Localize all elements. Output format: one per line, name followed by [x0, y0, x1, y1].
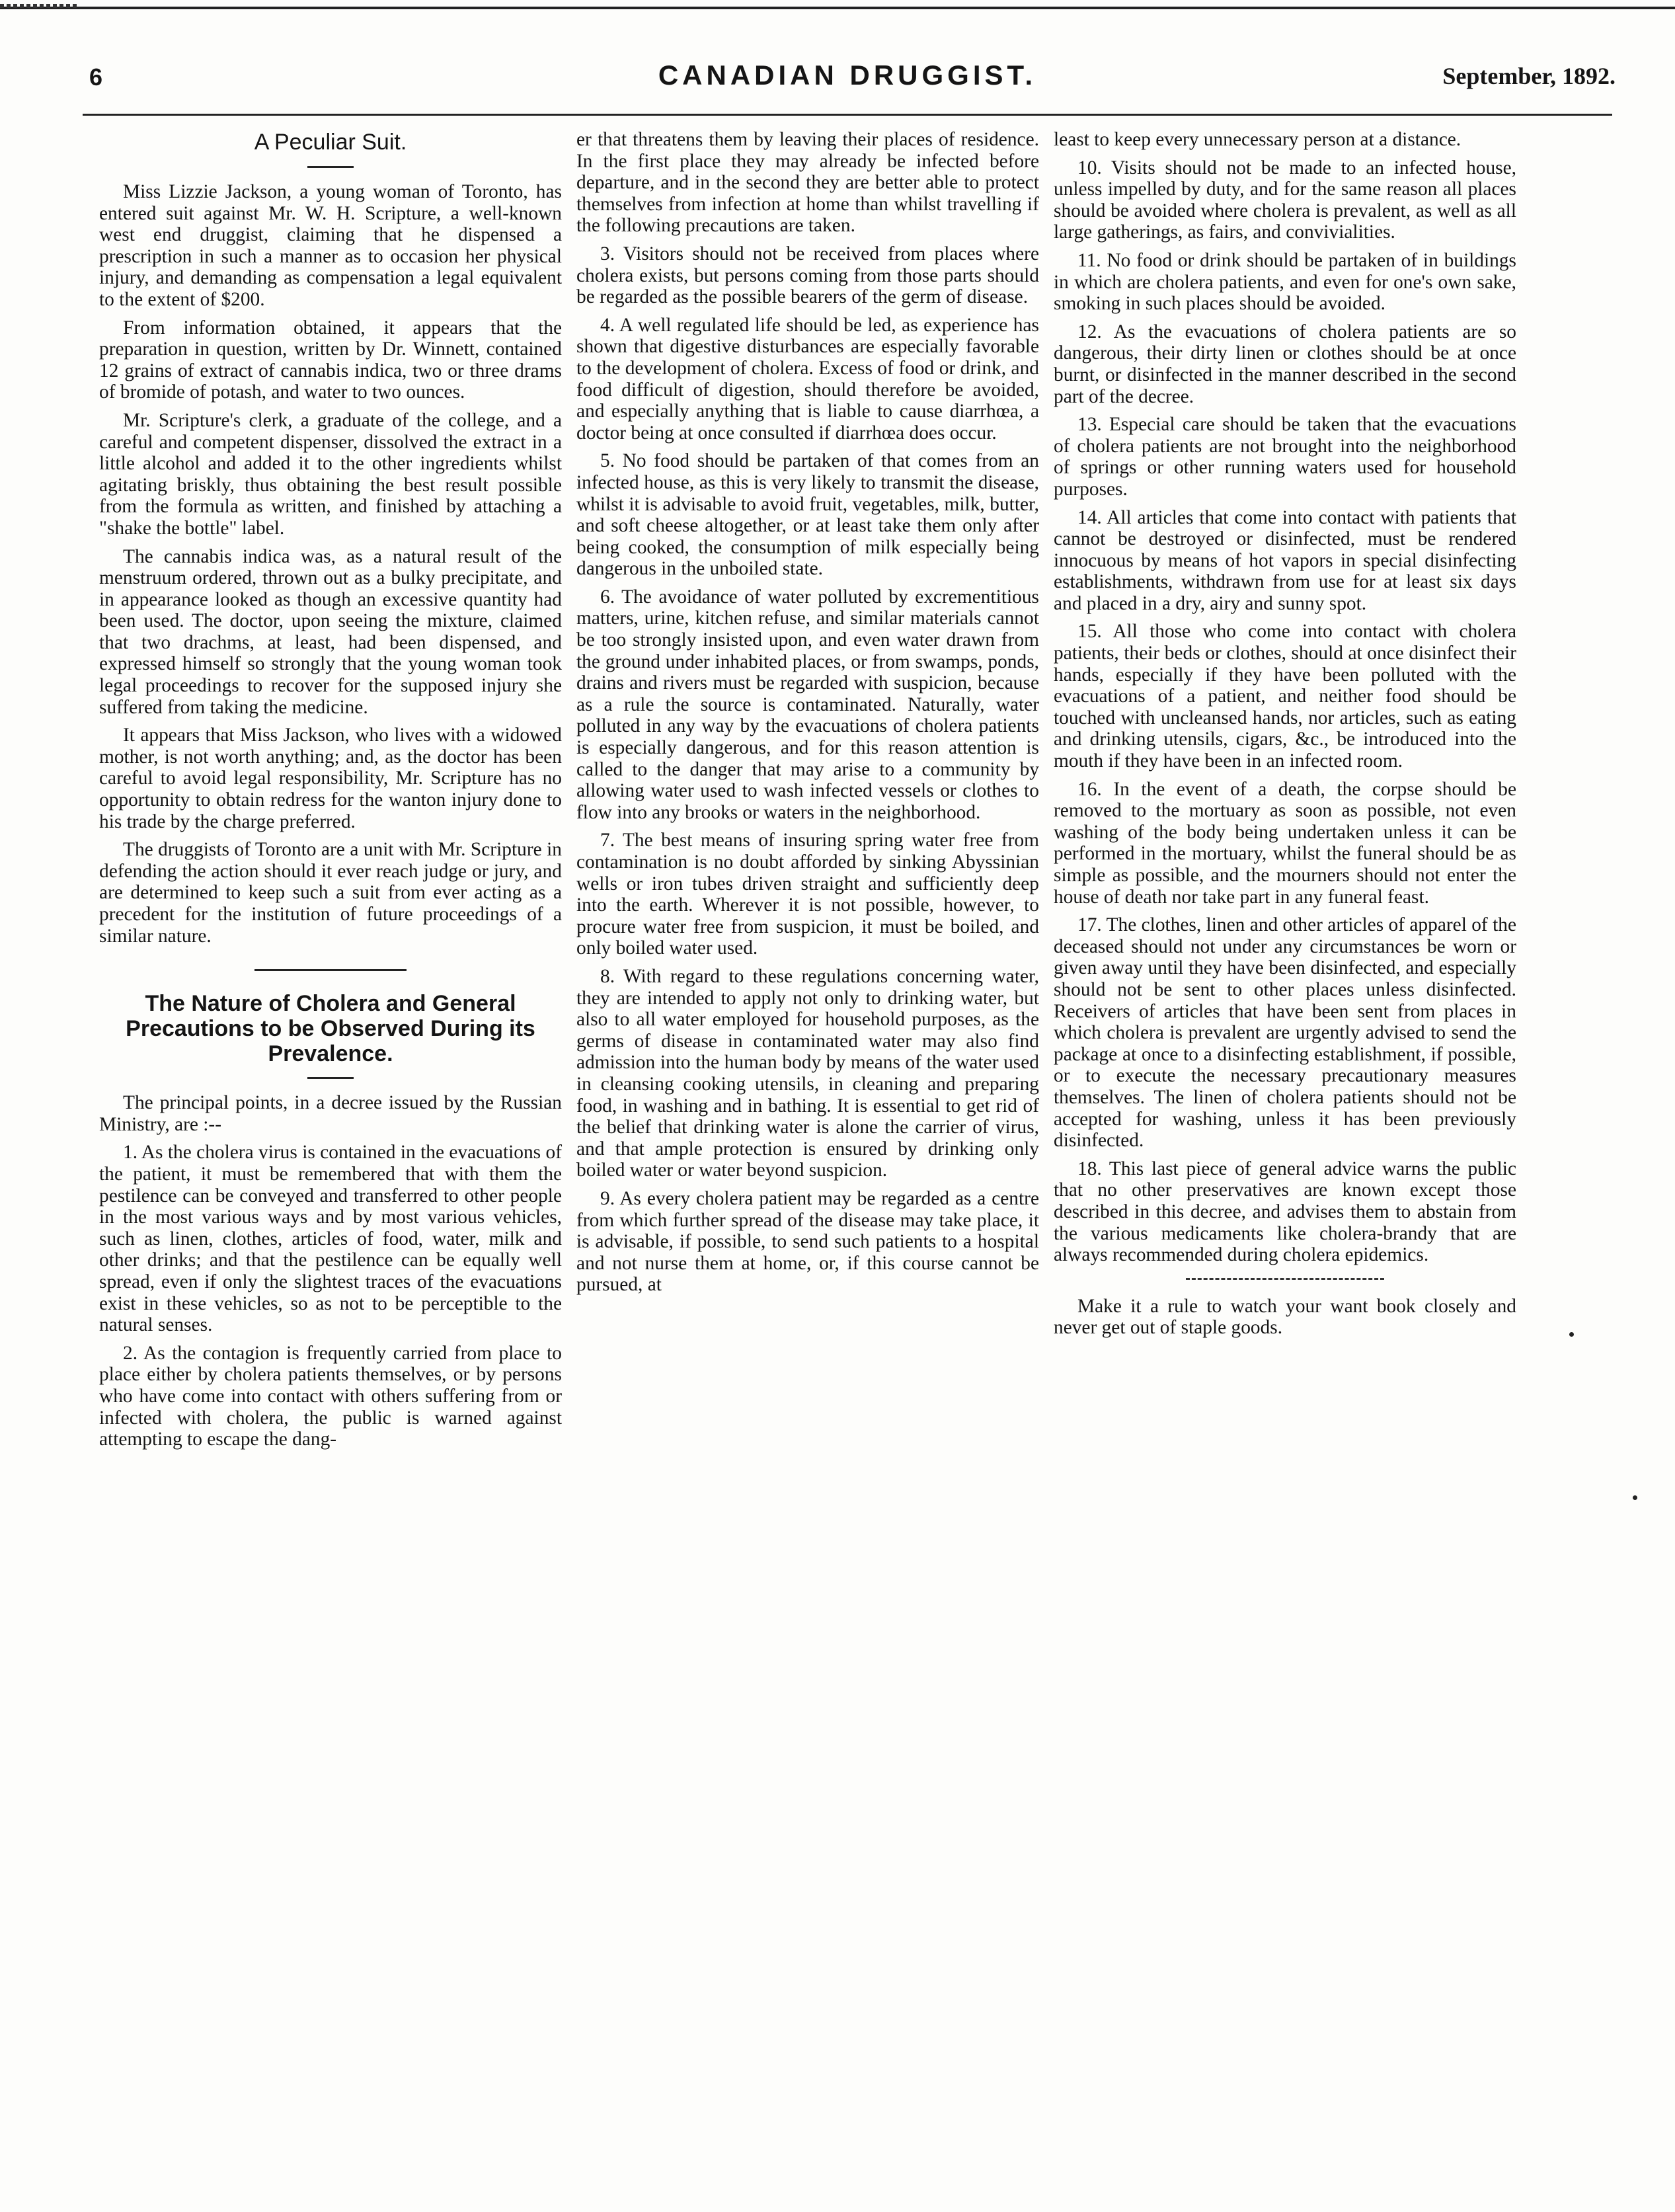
title-rule [307, 1077, 354, 1079]
column-1 [99, 129, 562, 1457]
article-paragraph: 4. A well regulated life should be led, as experience has shown that digestive disturbances are especially favorable to the development of cholera. Excess of food or drink, and food difficult of digestion, should therefore be avoided, and especially anything that is liable to cause diarrhœa, a doctor being at once consulted if diarrhœa does occur. [576, 314, 1039, 444]
column-2 [576, 129, 1039, 1302]
title-rule [307, 166, 354, 168]
article-paragraph: The cannabis indica was, as a natural result of the menstruum ordered, thrown out as a bulky precipitate, and in appearance looked as though an excessive quantity had been used. The doctor, upon seeing the mixture, claimed that two drachms, at least, had been dispensed, and expressed himself so strongly that the young woman took legal proceedings to recover for the supposed injury she suffered from taking the medicine. [99, 545, 562, 718]
article-paragraph: least to keep every unnecessary person at a distance. [1054, 129, 1461, 150]
article-paragraph: Mr. Scripture's clerk, a graduate of the college, and a careful and competent dispenser, dissolved the extract in a little alcohol and added it to the other ingredients whilst agitating briskly, thus obtaining the best result possible from the formula as written, and finished by attaching a "shake the bottle" label. [99, 409, 562, 539]
article-paragraph: 18. This last piece of general advice warns the public that no other preservatives are known except those described in this decree, and advises them to abstain from the various medicaments like cholera-brandy that are always recommended during cholera epidemics. [1054, 1158, 1516, 1266]
article-paragraph: 16. In the event of a death, the corpse should be removed to the mortuary as soon as possible, not even washing of the body being undertaken unless it can be performed in the mortuary, whilst the funeral should be as simple as possible, and the mourners should not enter the house of death nor take part in any funeral feast. [1054, 778, 1516, 908]
article-title: A Peculiar Suit. [254, 130, 407, 155]
article-paragraph: 11. No food or drink should be partaken of in buildings in which are cholera patients, and even for one's own sake, smoking in such places should be avoided. [1054, 249, 1516, 315]
article-paragraph: Miss Lizzie Jackson, a young woman of Toronto, has entered suit against Mr. W. H. Scripture, a well-known west end druggist, claiming that he dispensed a prescription in such a manner as to occasion her physical injury, and demanding as compensation a legal equivalent to the extent of $200. [99, 181, 562, 310]
print-speck [1569, 1332, 1574, 1337]
article-paragraph: The principal points, in a decree issued by the Russian Ministry, are :-- [99, 1092, 562, 1135]
publication-title: CANADIAN DRUGGIST. [658, 59, 1037, 91]
header-rule [83, 114, 1612, 116]
end-rule [1186, 1278, 1384, 1280]
article-paragraph: 8. With regard to these regulations concerning water, they are intended to apply not only to drinking water, but also to all water employed for household purposes, as the germs of disease in contaminated water may also find admission into the human body by means of the water used in cleansing cooking utensils, in cleaning and preparing food, in washing and in bathing. It is essential to get rid of the belief that drinking water is alone the carrier of virus, and that ample protection is ensured by drinking only boiled water or water beyond suspicion. [576, 965, 1039, 1181]
section-divider [254, 969, 407, 971]
article-paragraph: er that threatens them by leaving their places of residence. In the first place they may already be infected before departure, and in the second they are better able to protect themselves from infection at home than whilst travelling if the following precautions are taken. [576, 129, 1039, 237]
filler-note: Make it a rule to watch your want book closely and never get out of staple goods. [1054, 1295, 1516, 1339]
article-paragraph: 2. As the contagion is frequently carried from place to place either by cholera patients themselves, or by persons who have come into contact with others suffering from or infected with cholera, the public is warned against attempting to escape the dang- [99, 1342, 562, 1450]
article-paragraph: 12. As the evacuations of cholera patients are so dangerous, their dirty linen or clothes should be at once burnt, or disinfected in the manner described in the second part of the decree. [1054, 321, 1516, 407]
column-3 [1054, 129, 1516, 1345]
article-paragraph: The druggists of Toronto are a unit with Mr. Scripture in defending the action should it ever reach judge or jury, and are determined to keep such a suit from ever acting as a precedent for the institution of future proceedings of a similar nature. [99, 839, 562, 947]
article-paragraph: 1. As the cholera virus is contained in the evacuations of the patient, it must be remembered that with them the pestilence can be conveyed and transferred to other people in the most various ways and by most various vehicles, such as linen, clothes, articles of food, water, milk and other drinks; and that the pestilence can be equally well spread, even if only the slightest traces of the evacuations exist in these vehicles, so as not to be perceptible to the natural senses. [99, 1142, 562, 1336]
page-number: 6 [89, 63, 103, 91]
article-paragraph: 14. All articles that come into contact with patients that cannot be destroyed or disinfected, must be rendered innocuous by means of hot vapors in special disinfecting establishments, withdrawn from use for at least six days and placed in a dry, airy and sunny spot. [1054, 506, 1516, 614]
article-paragraph: 7. The best means of insuring spring water free from contamination is no doubt afforded by sinking Abyssinian wells or iron tubes driven straight and sufficiently deep into the earth. Wherever it is not possible, however, to procure water free from suspicion, it must be boiled, and only boiled water used. [576, 830, 1039, 959]
page-top-rule [0, 7, 1675, 9]
article-paragraph: 15. All those who come into contact with cholera patients, their beds or clothes, should at once disinfect their hands, especially if they have been polluted with the evacuations of a patient, and neither food should be touched with uncleansed hands, nor articles, such as eating and drinking utensils, cigars, &c., be introduced into the mouth if they have been in an infected room. [1054, 621, 1516, 772]
article-paragraph: 3. Visitors should not be received from places where cholera exists, but persons coming from those parts should be regarded as the possible bearers of the germ of disease. [576, 243, 1039, 308]
page-header [79, 59, 1616, 112]
page-top-rule-dash [0, 4, 79, 8]
article-paragraph: 5. No food should be partaken of that comes from an infected house, as this is very likely to transmit the disease, whilst it is advisable to avoid fruit, vegetables, milk, butter, and soft cheese altogether, or at least take them only after being cooked, the consumption of milk especially being dangerous in the unboiled state. [576, 450, 1039, 580]
article-paragraph: 17. The clothes, linen and other articles of apparel of the deceased should not under any circumstances be worn or given away until they have been disinfected, and especially should not be sent to other places unless disinfected. Receivers of articles that have been sent from places in which cholera is prevalent are urgently advised to send the package at once to a disinfecting establishment, if possible, or to execute the necessary precautionary measures themselves. The linen of cholera patients should not be accepted for washing, unless it has been previously disinfected. [1054, 914, 1516, 1152]
print-speck [1633, 1495, 1637, 1500]
article-paragraph: 13. Especial care should be taken that the evacuations of cholera patients are not brought into the neighborhood of springs or other running waters used for household purposes. [1054, 414, 1516, 500]
article-paragraph: From information obtained, it appears that the preparation in question, written by Dr. Winnett, contained 12 grains of extract of cannabis indica, two or three drams of bromide of potash, and water to two ounces. [99, 317, 562, 403]
article-paragraph: It appears that Miss Jackson, who lives with a widowed mother, is not worth anything; and, as the doctor has been careful to avoid legal responsibility, Mr. Scripture has no opportunity to obtain redress for the wanton injury done to his trade by the charge preferred. [99, 725, 562, 832]
article-paragraph: 6. The avoidance of water polluted by excrementitious matters, urine, kitchen refuse, and similar materials cannot be too strongly insisted upon, and even water drawn from the ground under inhabited places, or from swamps, ponds, drains and rivers must be regarded with suspicion, because as a rule the source is contaminated. Naturally, water polluted in any way by the evacuations of cholera patients is especially dangerous, and for this reason attention is called to the danger that may arise to a community by allowing water used to wash infected vessels or clothes to flow into any brooks or waters in the neighborhood. [576, 586, 1039, 823]
article-paragraph: 10. Visits should not be made to an infected house, unless impelled by duty, and for the same reason all places should be avoided where cholera is prevalent, as well as all large gatherings, as fairs, and convivialities. [1054, 157, 1516, 243]
article-title: The Nature of Cholera and General Precautions to be Observed During its Prevalence. [126, 991, 535, 1067]
article-paragraph: 9. As every cholera patient may be regarded as a centre from which further spread of the disease may take place, it is advisable, if possible, to send such patients to a hospital and not nurse them at home, or, if this course cannot be pursued, at [576, 1187, 1039, 1296]
issue-date: September, 1892. [1442, 63, 1616, 89]
